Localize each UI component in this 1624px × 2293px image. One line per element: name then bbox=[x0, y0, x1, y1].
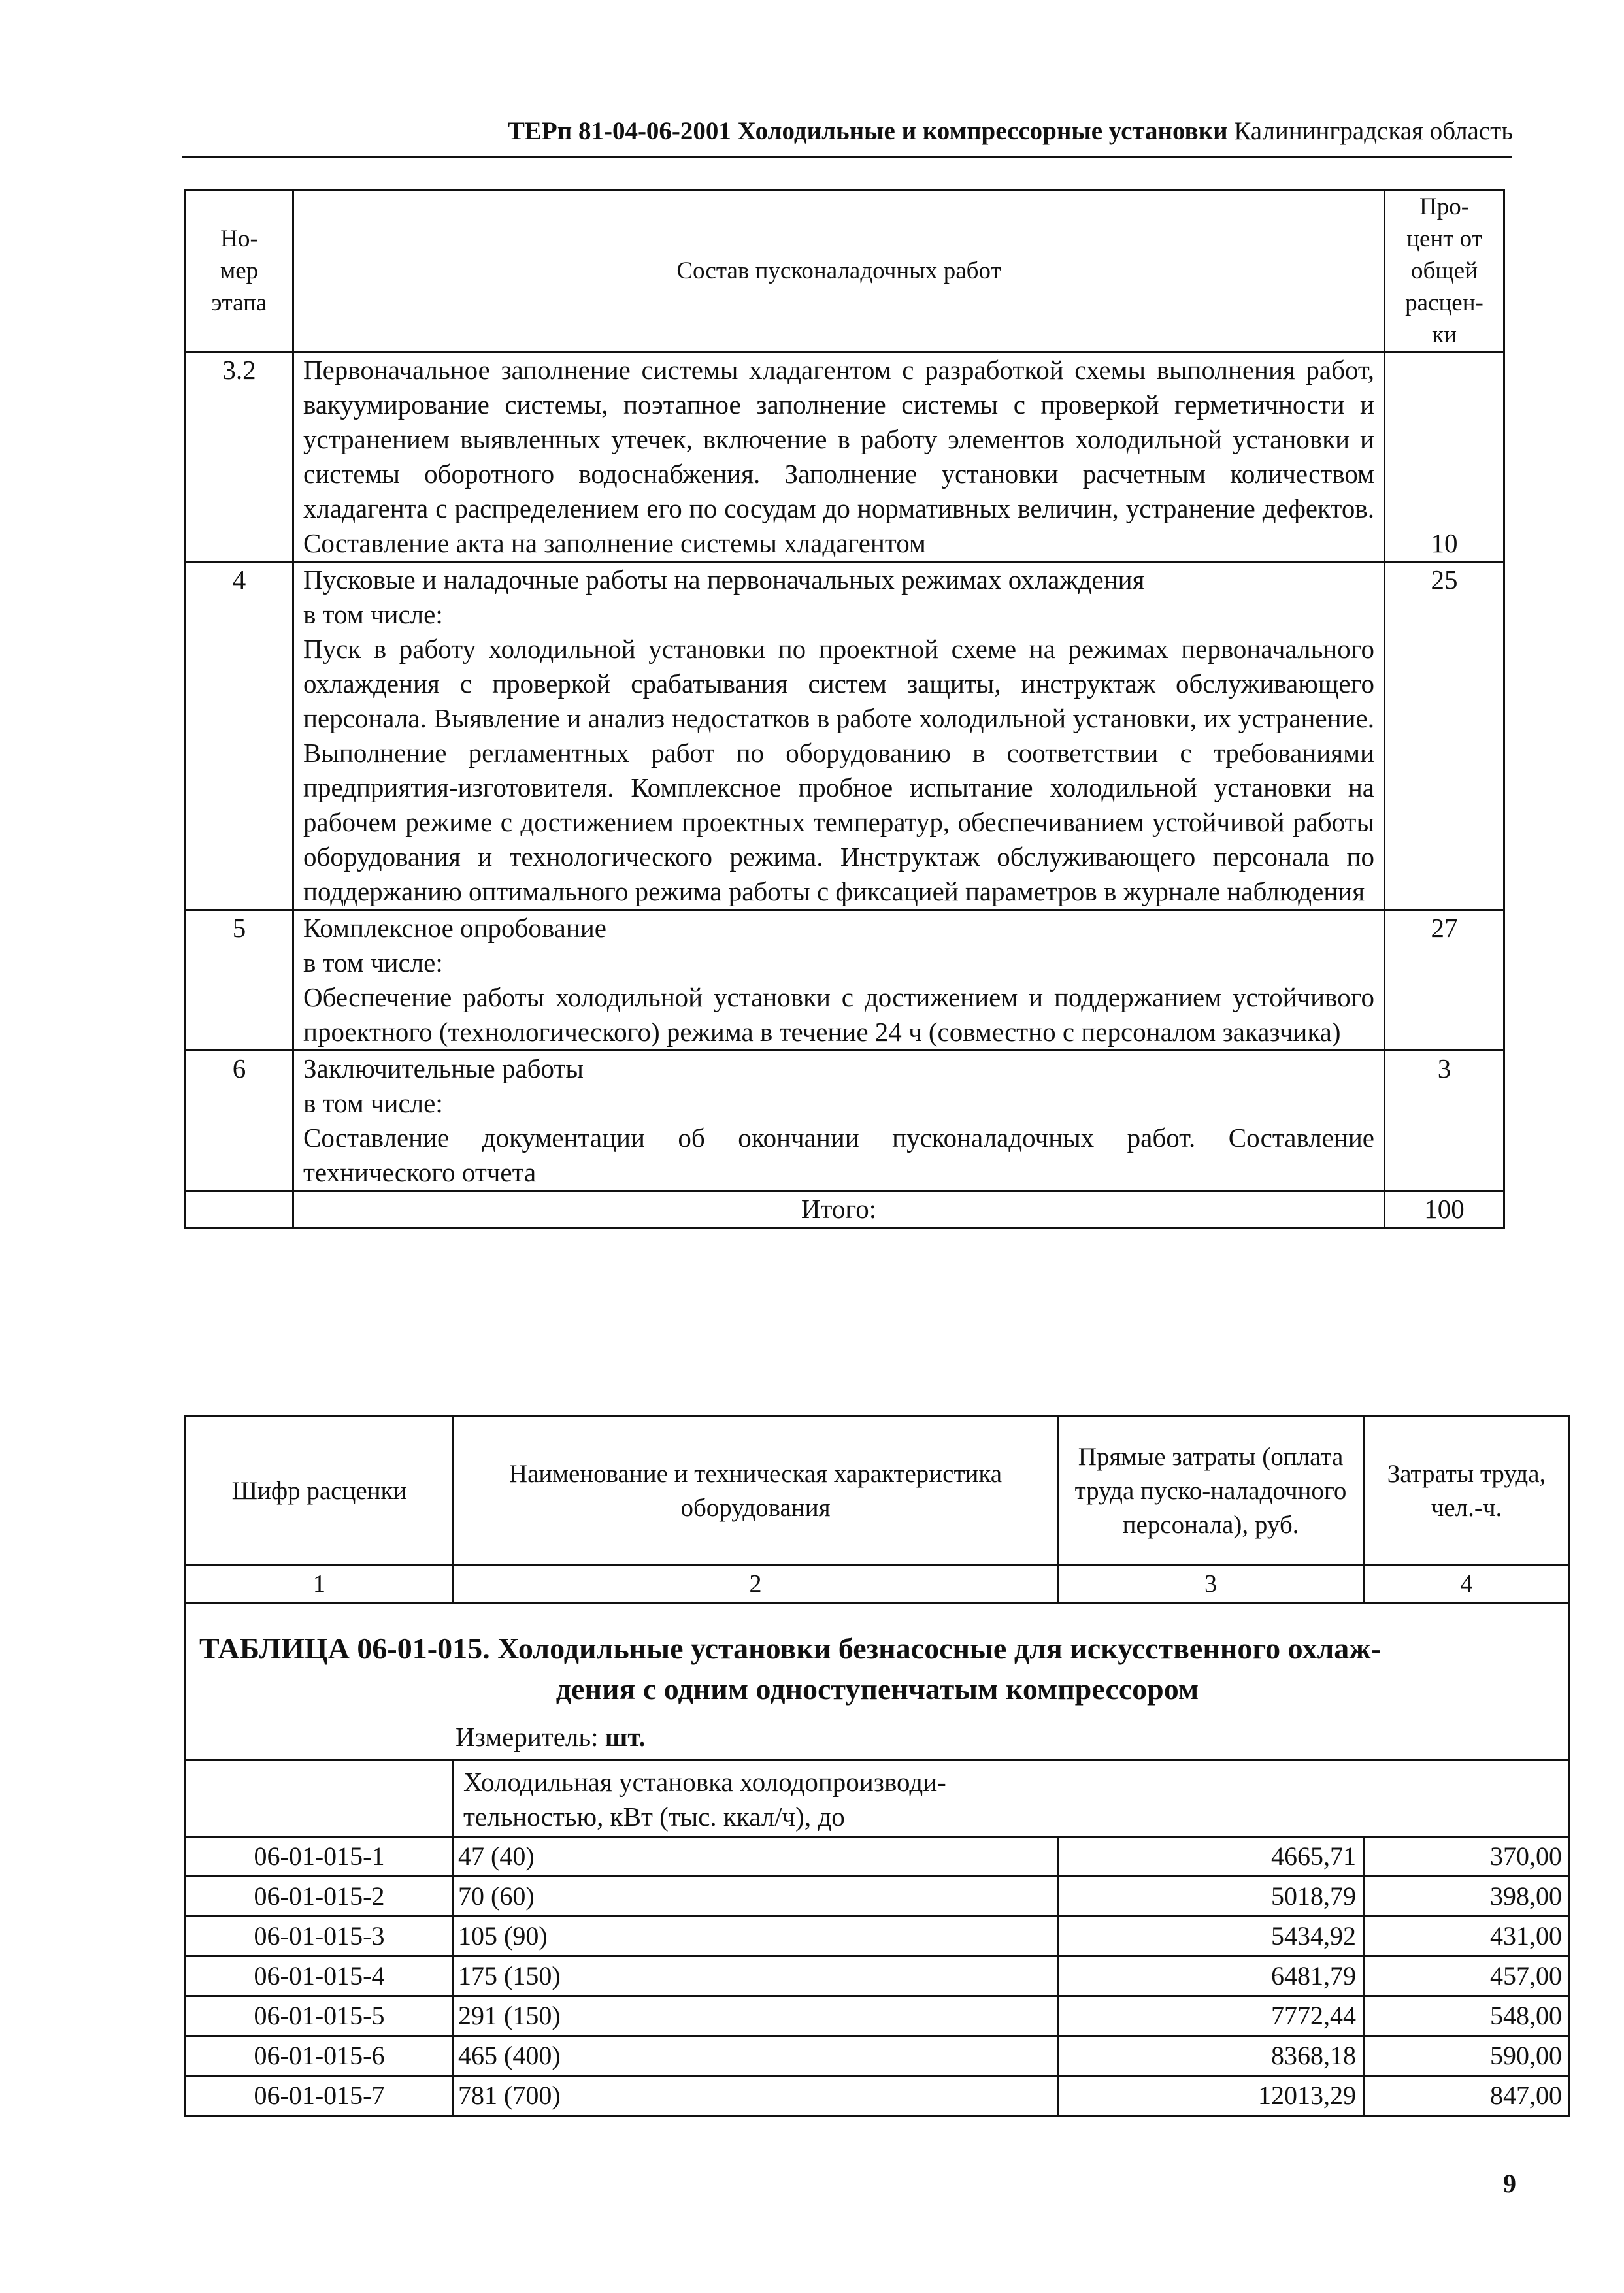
stage-including: в том числе: bbox=[303, 599, 443, 629]
measure-label: Измеритель: bbox=[456, 1722, 599, 1752]
table-row bbox=[186, 2076, 1570, 2116]
direct-costs: 5018,79 bbox=[1058, 1877, 1364, 1917]
subheader-text: Холодильная установка холодопроизводи- тельностью, кВт (тыс. ккал/ч), до bbox=[454, 1760, 1570, 1837]
stage-including: в том числе: bbox=[303, 1088, 443, 1118]
equipment-capacity: 105 (90) bbox=[454, 1917, 1058, 1956]
table-row bbox=[186, 1051, 1504, 1191]
equipment-capacity: 781 (700) bbox=[454, 2076, 1058, 2116]
stage-description bbox=[293, 352, 1385, 562]
labor-costs-header: Затраты труда, чел.-ч. bbox=[1364, 1417, 1570, 1566]
labor-costs: 847,00 bbox=[1364, 2076, 1570, 2116]
table-header-row bbox=[186, 190, 1504, 352]
price-table bbox=[184, 1415, 1570, 2117]
page-number: 9 bbox=[1503, 2169, 1516, 2198]
stage-text: Пуск в работу холодильной установки по проектной схеме на режимах первоначального охлаждения с проверкой срабатывания систем защиты, инструктаж обслуживающего персонала. Выявление и анализ недостатков в работе холодильной установки, их устранение. Выполнение регламентных работ по оборудованию в соответствии с требованиями предприятия-изготовителя. Комплексное пробное испытание холодильной установки на рабочем режиме с достижением проектных температур, обеспечиванием устойчивой работы оборудования и технологического режима. Инструктаж обслуживающего персонала по поддержанию оптимального режима работы с фиксацией параметров в журнале наблюдения bbox=[303, 634, 1374, 906]
equipment-name-header: Наименование и техническая характеристика оборудования bbox=[454, 1417, 1058, 1566]
rate-code: 06-01-015-5 bbox=[186, 1996, 454, 2036]
measure-line bbox=[199, 1719, 1555, 1755]
stage-number: 5 bbox=[186, 910, 293, 1051]
table-row bbox=[186, 2036, 1570, 2076]
running-header bbox=[180, 116, 1513, 154]
stage-percent: 3 bbox=[1385, 1051, 1504, 1191]
total-value: 100 bbox=[1385, 1191, 1504, 1228]
rate-code-header: Шифр расценки bbox=[186, 1417, 454, 1566]
column-number: 4 bbox=[1364, 1566, 1570, 1603]
stage-number: 4 bbox=[186, 562, 293, 910]
header-rule bbox=[182, 156, 1512, 158]
rate-code: 06-01-015-1 bbox=[186, 1837, 454, 1877]
table-row bbox=[186, 910, 1504, 1051]
direct-costs: 4665,71 bbox=[1058, 1837, 1364, 1877]
rate-code: 06-01-015-2 bbox=[186, 1877, 454, 1917]
table-row bbox=[186, 1917, 1570, 1956]
equipment-capacity: 465 (400) bbox=[454, 2036, 1058, 2076]
table-row bbox=[186, 1837, 1570, 1877]
region-name: Калининградская область bbox=[1234, 117, 1513, 145]
table-row bbox=[186, 562, 1504, 910]
total-row bbox=[186, 1191, 1504, 1228]
column-number: 3 bbox=[1058, 1566, 1364, 1603]
subheader-empty-cell bbox=[186, 1760, 454, 1837]
table-row bbox=[186, 1877, 1570, 1917]
labor-costs: 548,00 bbox=[1364, 1996, 1570, 2036]
equipment-capacity: 47 (40) bbox=[454, 1837, 1058, 1877]
direct-costs: 6481,79 bbox=[1058, 1956, 1364, 1996]
stage-title: Комплексное опробование bbox=[303, 913, 606, 943]
stage-number-header: Но- мер этапа bbox=[186, 190, 293, 352]
stage-description bbox=[293, 562, 1385, 910]
rate-code: 06-01-015-4 bbox=[186, 1956, 454, 1996]
table-row bbox=[186, 1956, 1570, 1996]
stage-description bbox=[293, 1051, 1385, 1191]
total-empty-cell bbox=[186, 1191, 293, 1228]
stage-text: Обеспечение работы холодильной установки с достижением и поддержанием устойчивого проектного (технологического) режима в течение 24 ч (совместно с персоналом заказчика) bbox=[303, 982, 1374, 1047]
table-title-line2: дения с одним одноступенчатым компрессором bbox=[555, 1672, 1199, 1706]
equipment-capacity: 291 (150) bbox=[454, 1996, 1058, 2036]
measure-unit: шт. bbox=[605, 1722, 646, 1752]
table-title-cell bbox=[186, 1603, 1570, 1760]
stage-title: Заключительные работы bbox=[303, 1053, 584, 1083]
labor-costs: 590,00 bbox=[1364, 2036, 1570, 2076]
document-code: ТЕРп 81-04-06-2001 bbox=[507, 117, 731, 145]
direct-costs: 5434,92 bbox=[1058, 1917, 1364, 1956]
equipment-capacity: 175 (150) bbox=[454, 1956, 1058, 1996]
stage-text: Первоначальное заполнение системы хладагентом с разработкой схемы выполнения работ, вакуумирование системы, поэтапное заполнение системы с проверкой герметичности и устранением выявленных утечек, включение в работу элементов холодильной установки и системы оборотного водоснабжения. Заполнение установки расчетным количеством хладагента с распределением его по сосудам до нормативных величин, устранение дефектов. Составление акта на заполнение системы хладагентом bbox=[303, 355, 1374, 558]
labor-costs: 398,00 bbox=[1364, 1877, 1570, 1917]
table-title-row bbox=[186, 1603, 1570, 1760]
table-header-row bbox=[186, 1417, 1570, 1566]
stage-text: Составление документации об окончании пусконаладочных работ. Составление технического отчета bbox=[303, 1123, 1374, 1187]
stage-percent: 10 bbox=[1385, 352, 1504, 562]
document-title: Холодильные и компрессорные установки bbox=[737, 117, 1228, 145]
stage-percent: 25 bbox=[1385, 562, 1504, 910]
percent-header: Про- цент от общей расцен- ки bbox=[1385, 190, 1504, 352]
equipment-capacity: 70 (60) bbox=[454, 1877, 1058, 1917]
stage-including: в том числе: bbox=[303, 948, 443, 978]
column-number: 1 bbox=[186, 1566, 454, 1603]
direct-costs-header: Прямые затраты (оплата труда пуско-наладочного персонала), руб. bbox=[1058, 1417, 1364, 1566]
labor-costs: 431,00 bbox=[1364, 1917, 1570, 1956]
stage-percent: 27 bbox=[1385, 910, 1504, 1051]
works-composition-header: Состав пусконаладочных работ bbox=[293, 190, 1385, 352]
total-label: Итого: bbox=[293, 1191, 1385, 1228]
direct-costs: 8368,18 bbox=[1058, 2036, 1364, 2076]
commissioning-stages-table bbox=[184, 189, 1505, 1229]
table-title-line1: ТАБЛИЦА 06-01-015. Холодильные установки безнасосные для искусственного охлаж- bbox=[199, 1632, 1381, 1665]
subheader-row bbox=[186, 1760, 1570, 1837]
stage-number: 6 bbox=[186, 1051, 293, 1191]
column-number: 2 bbox=[454, 1566, 1058, 1603]
stage-number: 3.2 bbox=[186, 352, 293, 562]
direct-costs: 12013,29 bbox=[1058, 2076, 1364, 2116]
table-row bbox=[186, 1996, 1570, 2036]
labor-costs: 370,00 bbox=[1364, 1837, 1570, 1877]
column-number-row bbox=[186, 1566, 1570, 1603]
direct-costs: 7772,44 bbox=[1058, 1996, 1364, 2036]
rate-code: 06-01-015-7 bbox=[186, 2076, 454, 2116]
rate-code: 06-01-015-3 bbox=[186, 1917, 454, 1956]
table-row bbox=[186, 352, 1504, 562]
stage-title: Пусковые и наладочные работы на первоначальных режимах охлаждения bbox=[303, 565, 1145, 595]
stage-description bbox=[293, 910, 1385, 1051]
rate-code: 06-01-015-6 bbox=[186, 2036, 454, 2076]
labor-costs: 457,00 bbox=[1364, 1956, 1570, 1996]
